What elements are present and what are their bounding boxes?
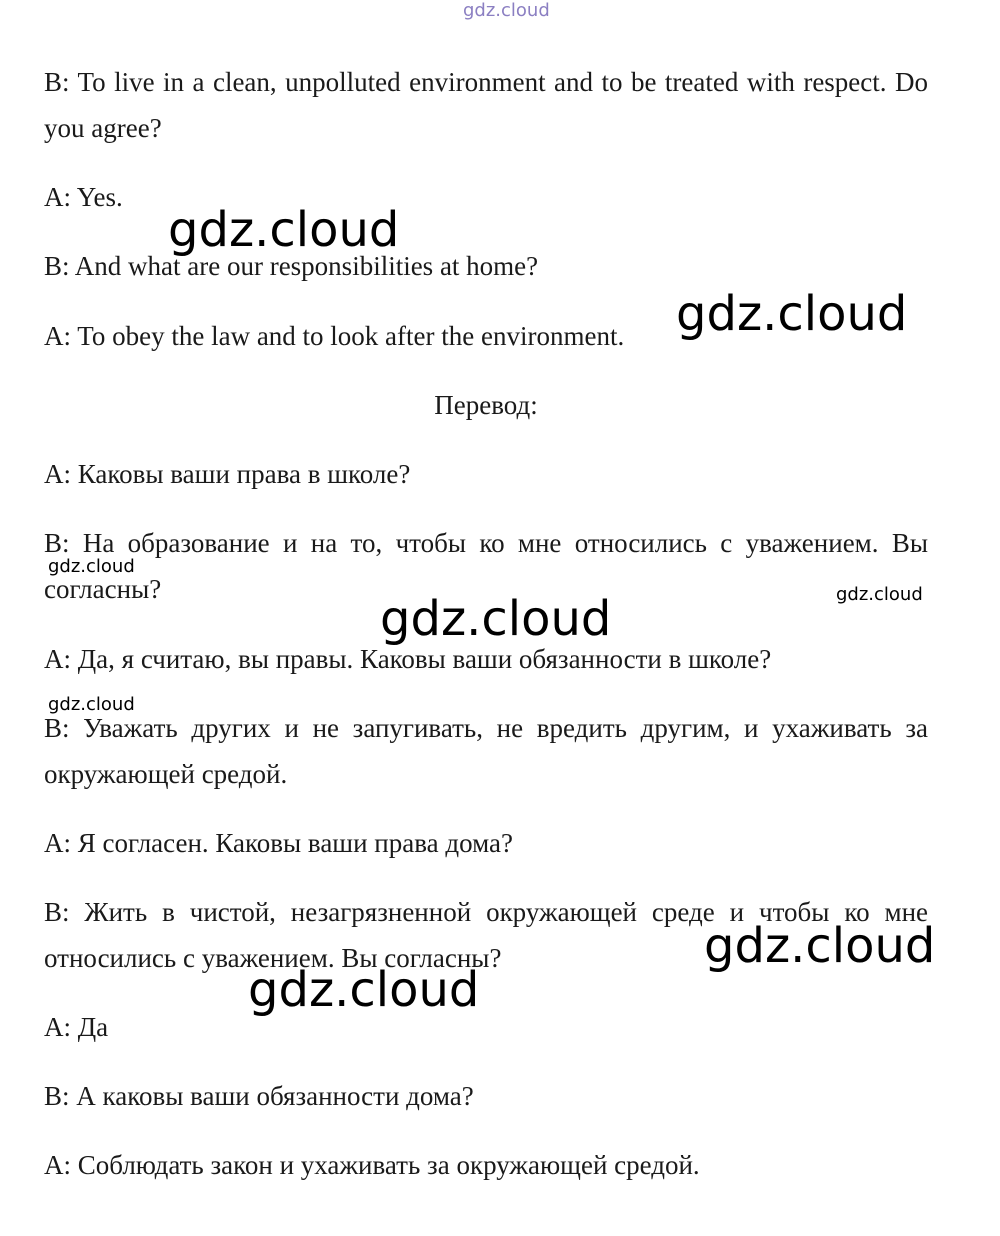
dialogue-line-ru-3: А: Да, я считаю, вы правы. Каковы ваши обязанности в школе? xyxy=(44,644,772,674)
dialogue-line-ru-8: В: А каковы ваши обязанности дома? xyxy=(44,1081,474,1111)
watermark-large: gdz.cloud xyxy=(248,962,480,1018)
dialogue-line-en-3: B: And what are our responsibilities at home? xyxy=(44,251,539,281)
dialogue-line-ru-7: А: Да xyxy=(44,1012,109,1042)
dialogue-line-ru-2: В: На образование и на то, чтобы ко мне относились с уважением. Вы согласны? xyxy=(44,528,928,604)
watermark-small: gdz.cloud xyxy=(836,584,923,605)
watermark-top: gdz.cloud xyxy=(463,0,550,21)
dialogue-line-ru-9: А: Соблюдать закон и ухаживать за окружающей средой. xyxy=(44,1150,700,1180)
dialogue-line-en-4: A: To obey the law and to look after the environment. xyxy=(44,321,625,351)
dialogue-line-ru-5: А: Я согласен. Каковы ваши права дома? xyxy=(44,828,513,858)
watermark-large: gdz.cloud xyxy=(380,591,612,647)
dialogue-line-ru-1: А: Каковы ваши права в школе? xyxy=(44,459,411,489)
dialogue-line-en-2: A: Yes. xyxy=(44,182,123,212)
dialogue-line-ru-4: В: Уважать других и не запугивать, не вредить другим, и ухаживать за окружающей средой. xyxy=(44,713,928,789)
translation-heading: Перевод: xyxy=(434,390,538,420)
watermark-large: gdz.cloud xyxy=(676,286,908,342)
watermark-small: gdz.cloud xyxy=(48,694,135,715)
watermark-large: gdz.cloud xyxy=(168,202,400,258)
watermark-small: gdz.cloud xyxy=(48,556,135,577)
dialogue-line-en-1: B: To live in a clean, unpolluted environment and to be treated with respect. Do you agree? xyxy=(44,67,928,143)
watermark-large: gdz.cloud xyxy=(704,918,936,974)
dialogue-line-ru-6: В: Жить в чистой, незагрязненной окружающей среде и чтобы ко мне относились с уважением. Вы согласны? xyxy=(44,897,928,973)
